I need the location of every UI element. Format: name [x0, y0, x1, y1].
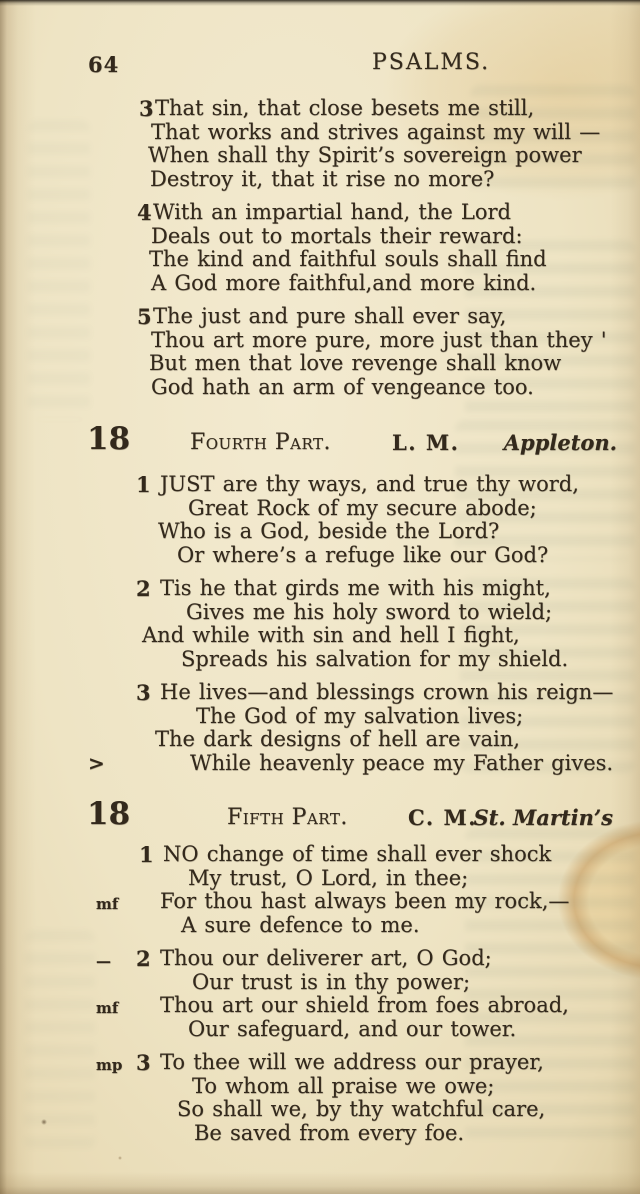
verse-text: Our trust is in thy power;: [192, 969, 471, 994]
hymn-meter: C. M.: [408, 805, 478, 830]
verse-line: [137, 200, 607, 225]
verse-number: 5: [137, 304, 152, 329]
bleed-through: [25, 930, 95, 1150]
hymn-meter: L. M.: [392, 430, 460, 455]
verse-line: [136, 680, 614, 705]
verse-line: [151, 376, 607, 400]
verse-text: But men that love revenge shall know: [149, 351, 562, 375]
verse-line: [151, 272, 607, 296]
hymn-number: 18: [87, 421, 131, 457]
verse-line: [192, 1075, 569, 1099]
verse-text: To thee will we address our prayer,: [160, 1050, 544, 1074]
verse-number: 3: [136, 1050, 151, 1075]
psalm-verse-block: [137, 96, 607, 409]
verse-text: He lives—and blessings crown his reign—: [160, 680, 614, 704]
verse-text: Thou our deliverer art, O God;: [160, 946, 492, 970]
hymn-tune-name: Appleton.: [503, 430, 617, 455]
verse-line: [142, 624, 613, 648]
verse-line: [194, 1122, 569, 1146]
verse: [136, 472, 613, 567]
verse-line: [149, 352, 607, 376]
verse-line: [196, 705, 613, 729]
verse-line: [188, 1018, 569, 1042]
verse-text: Spreads his salvation for my shield.: [181, 646, 569, 671]
verse-number: 3: [139, 96, 154, 121]
verse-number: 3: [136, 680, 151, 705]
verse-text: So shall we, by thy watchful care,: [177, 1097, 546, 1121]
dynamic-mark: mf: [96, 895, 119, 913]
verse-line: [96, 993, 569, 1018]
verse-text: That sin, that close besets me still,: [155, 96, 535, 120]
dynamic-mark: mf: [96, 999, 119, 1017]
verse-text: Thou art our shield from foes abroad,: [160, 993, 569, 1017]
verse-line: [96, 889, 570, 914]
verse-line: [177, 544, 613, 568]
verse: [137, 304, 607, 399]
dynamic-mark: >: [88, 750, 105, 775]
verse-text: With an impartial hand, the Lord: [153, 200, 511, 224]
verse-line: [96, 946, 569, 971]
verse-line: [181, 648, 613, 672]
verse-line: [149, 248, 607, 272]
verse-text: JUST are thy ways, and true thy word,: [160, 472, 579, 496]
verse-line: [186, 601, 613, 625]
verse-text: When shall thy Spirit’s sovereign power: [148, 143, 582, 167]
verse-line: [151, 225, 607, 249]
verse-text: Destroy it, that it rise no more?: [150, 166, 495, 191]
verse-line: [151, 329, 607, 353]
verse-line: [181, 914, 569, 938]
page-title: PSALMS.: [372, 50, 491, 75]
verse-line: [177, 1098, 569, 1122]
verse: [96, 842, 570, 937]
verse-line: [136, 576, 613, 601]
verse-number: 1: [139, 842, 154, 867]
verse-text: Be saved from every foe.: [194, 1120, 465, 1145]
verse-line: [192, 971, 569, 995]
verse-line: [150, 168, 607, 192]
hymn-verses: [96, 842, 570, 1155]
verse-line: [155, 728, 613, 752]
verse-text: And while with sin and hell I fight,: [142, 623, 520, 647]
verse-text: Deals out to mortals their reward:: [151, 223, 523, 248]
hymn-verses: [88, 472, 614, 785]
verse-text: NO change of time shall ever shock: [163, 842, 552, 866]
verse: [139, 96, 607, 191]
verse-number: 1: [136, 472, 151, 497]
verse-text: The kind and faithful souls shall find: [149, 247, 547, 271]
verse-number: 2: [136, 576, 151, 601]
verse-line: [96, 1050, 569, 1075]
verse-line: [151, 121, 607, 145]
page-number: 64: [88, 52, 120, 77]
verse: [96, 946, 569, 1041]
verse-text: A God more faithful,and more kind.: [151, 270, 537, 295]
verse-text: Or where’s a refuge like our God?: [177, 542, 549, 567]
verse-line: [158, 520, 613, 544]
verse-line: [139, 96, 607, 121]
verse-text: Who is a God, beside the Lord?: [158, 519, 500, 543]
verse-text: While heavenly peace my Father gives.: [190, 750, 614, 775]
verse-line: [148, 144, 607, 168]
verse-text: The just and pure shall ever say,: [153, 304, 507, 328]
verse-line: [188, 867, 569, 891]
verse-line: [188, 497, 613, 521]
verse-text: Gives me his holy sword to wield;: [186, 599, 553, 624]
verse-line: [88, 750, 614, 776]
dynamic-mark: —: [96, 952, 111, 970]
verse-text: Tis he that girds me with his might,: [160, 576, 551, 600]
hymn-header: [0, 796, 640, 837]
verse-number: 2: [136, 946, 151, 971]
dynamic-mark: mp: [96, 1056, 123, 1074]
verse-text: My trust, O Lord, in thee;: [188, 865, 469, 890]
verse-text: To whom all praise we owe;: [192, 1073, 495, 1098]
verse: [137, 200, 607, 295]
verse-text: A sure defence to me.: [181, 912, 420, 937]
verse-line: [137, 304, 607, 329]
verse-text: Great Rock of my secure abode;: [188, 495, 537, 520]
verse-line: [139, 842, 569, 867]
verse-text: Thou art more pure, more just than they ': [151, 327, 607, 352]
hymn-number: 18: [87, 796, 131, 832]
hymn-header: [0, 421, 640, 462]
verse: [136, 576, 613, 671]
hymn-part-label: Fifth Part.: [227, 805, 348, 830]
verse-line: [136, 472, 613, 497]
verse-text: The dark designs of hell are vain,: [155, 727, 520, 751]
verse-text: God hath an arm of vengeance too.: [151, 374, 534, 399]
hymn-tune-name: St. Martin’s: [473, 805, 613, 830]
verse: [88, 680, 614, 775]
verse-number: 4: [137, 200, 152, 225]
hymn-part-label: Fourth Part.: [190, 430, 331, 455]
verse-text: The God of my salvation lives;: [196, 703, 524, 728]
verse-text: Our safeguard, and our tower.: [188, 1016, 517, 1041]
verse-text: That works and strives against my will —: [151, 119, 601, 144]
bleed-through: [28, 120, 90, 420]
verse: [96, 1050, 569, 1145]
verse-text: For thou hast always been my rock,—: [160, 889, 570, 913]
